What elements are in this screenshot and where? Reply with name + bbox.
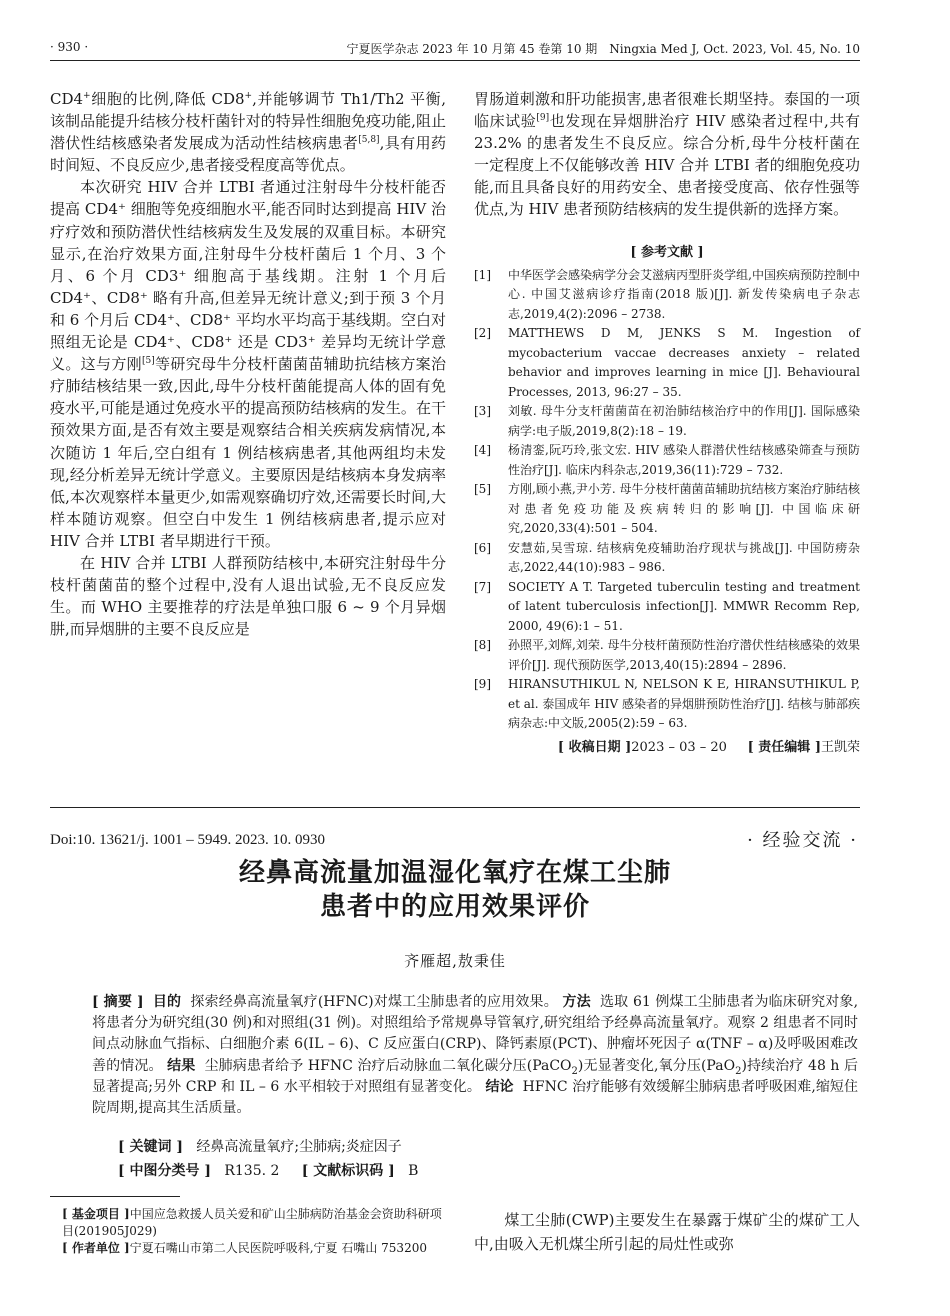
left-paragraph-1: CD4+细胞的比例,降低 CD8+,并能够调节 Th1/Th2 平衡,该制品能提升结核分枝杆菌针对的特异性细胞免疫功能,阻止潜伏性结核感染者发展成为活动性结核病患者[5,8],具有用药时间短、不良反应少,患者接受程度高等优点。 xyxy=(50,90,446,175)
reference-list xyxy=(474,266,860,734)
article-separator xyxy=(50,807,860,808)
right-column xyxy=(474,88,860,755)
reference-item xyxy=(474,578,860,637)
footnote-rule xyxy=(50,1196,180,1197)
reference-text: 杨清銮,阮巧玲,张文宏. HIV 感染人群潜伏性结核感染筛查与预防性治疗[J]. 临床内科杂志,2019,36(11):729 – 732. xyxy=(508,443,860,477)
reference-text: 中华医学会感染病学分会艾滋病丙型肝炎学组,中国疾病预防控制中心. 中国艾滋病诊疗指南(2018 版)[J]. 新发传染病电子杂志志,2019,4(2):2096 – 2738. xyxy=(508,267,860,321)
authors: 齐雁超,敖秉佳 xyxy=(404,952,506,970)
left-paragraph-3: 在 HIV 合并 LTBI 人群预防结核中,本研究注射母牛分枝杆菌菌苗的整个过程中,没有人退出试验,无不良反应发生。而 WHO 主要推荐的疗法是单独口服 6 ~ 9 个月异烟肼,而异烟肼的主要不良反应是 xyxy=(50,553,446,639)
reference-number: [6] xyxy=(474,540,491,555)
reference-item xyxy=(474,636,860,675)
reference-number: [4] xyxy=(474,443,491,458)
right-paragraph-1: 胃肠道刺激和肝功能损害,患者很难长期坚持。泰国的一项临床试验[9]也发现在异烟肼治疗 HIV 感染者过程中,共有 23.2% 的患者发生不良反应。综合分析,母牛分枝杆菌在一定程度上不仅能够改善 HIV 合并 LTBI 者的细胞免疫功能,而且具备良好的用药安全、患者接受度高、依存性强等优点,为 HIV 患者预防结核病的发生提供新的选择方案。 xyxy=(474,90,860,219)
reference-number: [1] xyxy=(474,267,491,282)
reference-item xyxy=(474,402,860,441)
reference-number: [8] xyxy=(474,638,491,653)
unit-note: [ 作者单位 ]宁夏石嘴山市第二人民医院呼吸科,宁夏 石嘴山 753200 xyxy=(62,1241,427,1255)
reference-text: MATTHEWS D M, JENKS S M. Ingestion of mycobacterium vaccae decreases anxiety – related behavior and improves learning in mice [J]. Behavioural Processes, 2013, 96:27 – 35. xyxy=(508,326,860,399)
received-line: [ 收稿日期 ]2023 – 03 – 20 [ 责任编辑 ]王凯荣 xyxy=(557,739,860,755)
reference-item xyxy=(474,675,860,734)
classification: [ 中图分类号 ] R135. 2 [ 文献标识码 ] B xyxy=(118,1163,419,1179)
reference-text: SOCIETY A T. Targeted tuberculin testing and treatment of latent tuberculosis infection[J]. MMWR Recomm Rep, 2000, 49(6):1 – 51. xyxy=(508,579,860,633)
left-paragraph-2: 本次研究 HIV 合并 LTBI 者通过注射母牛分枝杆能否提高 CD4⁺ 细胞等免疫细胞水平,能否同时达到提高 HIV 治疗疗效和预防潜伏性结核病发生及发展的双重目标。本研究显示,在治疗效果方面,注射母牛分枝杆菌后 1 个月、3 个月、6 个月 CD3⁺ 细胞高于基线期。注射 1 个月后 CD4⁺、CD8⁺ 略有升高,但差异无统计意义;到于预 3 个月和 6 个月后 CD4⁺、CD8⁺ 平均水平均高于基线期。空白对照组无论是 CD4⁺、CD8⁺ 还是 CD3⁺ 差异均无统计学意义。这与方刚[5]等研究母牛分枝杆菌菌苗辅助抗结核方案治疗肺结核结果一致,因此,母牛分枝杆菌能提高人体的固有免疫水平,可能是通过免疫水平的提高预防结核病的发生。在干预效果方面,是否有效主要是观察结合相关疾病发病情况,本次随访 1 年后,空白组有 1 例结核病患者,其他两组均未发现,经分析差异无统计学意义。主要原因是结核病本身发病率低,本次观察样本量更少,如需观察确切疗效,还需要长时间,大样本随访观察。但空白中发生 1 例结核病患者,提示应对 HIV 合并 LTBI 者早期进行干预。 xyxy=(50,178,446,550)
citation: [5,8] xyxy=(358,135,380,146)
reference-item xyxy=(474,480,860,539)
reference-text: 刘敏. 母牛分支杆菌菌苗在初治肺结核治疗中的作用[J]. 国际感染病学:电子版,2019,8(2):18 – 19. xyxy=(508,404,860,438)
journal-header: 宁夏医学杂志 2023 年 10 月第 45 卷第 10 期 Ningxia Med J, Oct. 2023, Vol. 45, No. 10 xyxy=(346,42,860,56)
intro-paragraph: 煤工尘肺(CWP)主要发生在暴露于煤矿尘的煤矿工人中,由吸入无机煤尘所引起的局灶性或弥 xyxy=(474,1211,860,1253)
reference-text: 方刚,顾小燕,尹小芳. 母牛分枝杆菌菌苗辅助抗结核方案治疗肺结核对患者免疫功能及疾病转归的影响[J]. 中国临床研究,2020,33(4):501 – 504. xyxy=(508,482,860,536)
reference-number: [9] xyxy=(474,677,491,692)
fund-note: [ 基金项目 ]中国应急救援人员关爱和矿山尘肺病防治基金会资助科研项目(201905J029) xyxy=(62,1207,442,1238)
page-number: · 930 · xyxy=(50,40,89,54)
article-title: 经鼻高流量加温湿化氧疗在煤工尘肺 患者中的应用效果评价 xyxy=(238,858,671,922)
section-tag: · 经验交流 · xyxy=(747,830,858,851)
reference-item xyxy=(474,539,860,578)
reference-number: [3] xyxy=(474,404,491,419)
reference-number: [7] xyxy=(474,579,491,594)
abstract: [ 摘要 ] 目的 探索经鼻高流量氧疗(HFNC)对煤工尘肺患者的应用效果。 方法 选取 61 例煤工尘肺患者为临床研究对象,将患者分为研究组(30 例)和对照组(31 例)。对照组给予常规鼻导管氧疗,研究组给予经鼻高流量氧疗。观察 2 组患者不同时间点动脉血气指标、白细胞介素 6(IL – 6)、C 反应蛋白(CRP)、降钙素原(PCT)、肿瘤坏死因子 α(TNF – α)及呼吸困难改善的情况。 结果 尘肺病患者给予 HFNC 治疗后动脉血二氧化碳分压(PaCO$_2$)无显著变化,氧分压(PaO$_2$)持续治疗 48 h 后显著提高;另外 CRP 和 IL – 6 水平相较于对照组有显著变化。 结论 HFNC 治疗能够有效缓解尘肺病患者呼吸困难,缩短住院周期,提高其生活质量。 xyxy=(92,994,859,1117)
reference-number: [2] xyxy=(474,326,491,341)
left-column xyxy=(50,88,446,640)
reference-text: 孙照平,刘辉,刘荣. 母牛分枝杆菌预防性治疗潜伏性结核感染的效果评价[J]. 现代预防医学,2013,40(15):2894 – 2896. xyxy=(508,638,860,672)
citation: [9] xyxy=(536,113,550,124)
reference-text: 安慧茹,吴雪琼. 结核病免疫辅助治疗现状与挑战[J]. 中国防痨杂志,2022,44(10):983 – 986. xyxy=(508,540,860,575)
reference-item xyxy=(474,266,860,325)
reference-item xyxy=(474,441,860,480)
reference-item xyxy=(474,324,860,402)
doi: Doi:10. 13621/j. 1001 – 5949. 2023. 10. 0930 xyxy=(50,832,326,848)
editor-name: 王凯荣 xyxy=(820,739,860,755)
references-title: [ 参考文献 ] xyxy=(630,244,704,260)
reference-text: HIRANSUTHIKUL N, NELSON K E, HIRANSUTHIKUL P, et al. 泰国成年 HIV 感染者的异烟肼预防性治疗[J]. 结核与肺部疾病杂志:中文版,2005(2):59 – 63. xyxy=(508,677,860,731)
citation: [5] xyxy=(141,356,155,367)
header-rule xyxy=(50,60,860,61)
keywords: [ 关键词 ] 经鼻高流量氧疗;尘肺病;炎症因子 xyxy=(118,1139,402,1155)
reference-number: [5] xyxy=(474,482,491,497)
